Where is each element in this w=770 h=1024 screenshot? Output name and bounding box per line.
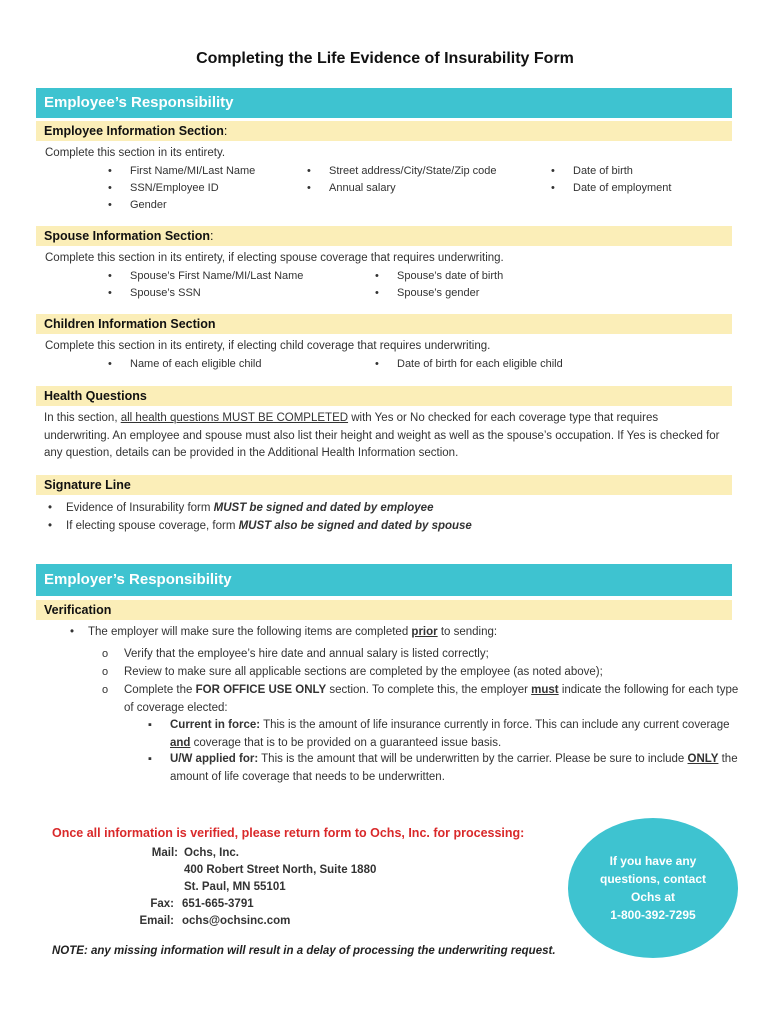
mail-line: 400 Robert Street North, Suite 1880 [184,864,377,876]
list-item: • SSN/Employee ID [108,180,219,197]
list-item: • First Name/MI/Last Name [108,163,255,180]
list-item: • Spouse’s First Name/MI/Last Name [108,268,303,285]
list-item: o Verify that the employee’s hire date and annual salary is listed correctly; [102,646,744,664]
email-address[interactable]: ochs@ochsinc.com [182,915,291,927]
employer-responsibility-band: Employer’s Responsibility [36,564,732,596]
fax-label: Fax: [150,898,174,910]
list-item: • Street address/City/State/Zip code [307,163,497,180]
list-item: ▪ Current in force: This is the amount of life insurance currently in force. This can include any current coverage and coverage that is to be provided on a guaranteed issue basis. [146,717,746,752]
signature-line-heading: Signature Line [36,475,732,495]
email-label: Email: [139,915,174,927]
contact-callout [568,818,738,958]
fax-number: 651-665-3791 [182,898,254,910]
list-item: o Complete the FOR OFFICE USE ONLY section. To complete this, the employer must indicate the following for each type of coverage elected: [102,682,744,717]
list-item: • Date of birth for each eligible child [375,356,563,373]
callout-phone: 1-800-392-7295 [610,908,696,922]
health-questions-paragraph: In this section, all health questions MUST BE COMPLETED with Yes or No checked for each coverage type that requires underwriting. An employee and spouse must also list their height and weight as well as the spouse’s occupation. If Yes is checked for any question, details can be provided in the Additional Health Information section. [44,412,720,459]
mail-line: St. Paul, MN 55101 [184,881,286,893]
list-item: • If electing spouse coverage, form MUST also be signed and dated by spouse [44,518,472,536]
return-heading: Once all information is verified, please return form to Ochs, Inc. for processing: [52,826,525,840]
employee-info-intro: Complete this section in its entirety. [45,147,226,159]
missing-info-note: NOTE: any missing information will result in a delay of processing the underwriting request. [52,945,556,957]
list-item: • Gender [108,197,167,214]
list-item: • Date of employment [551,180,671,197]
mail-line: Ochs, Inc. [184,847,239,859]
list-item: • Spouse’s date of birth [375,268,503,285]
verification-heading: Verification [36,600,732,620]
callout-text: If you have any questions, contact Ochs at [599,854,706,904]
spouse-info-intro: Complete this section in its entirety, if electing spouse coverage that requires underwriting. [45,252,504,264]
list-item: • The employer will make sure the following items are completed prior to sending: [66,624,497,642]
health-questions-heading: Health Questions [36,386,732,406]
list-item: • Date of birth [551,163,633,180]
list-item: • Spouse’s SSN [108,285,201,302]
spouse-info-heading: Spouse Information Section: [36,226,732,246]
employee-responsibility-band: Employee’s Responsibility [36,88,732,118]
mail-label: Mail: [151,847,178,859]
list-item: • Evidence of Insurability form MUST be signed and dated by employee [44,500,433,518]
children-info-intro: Complete this section in its entirety, if electing child coverage that requires underwriting. [45,340,491,352]
list-item: ▪ U/W applied for: This is the amount that will be underwritten by the carrier. Please be sure to include ONLY the amount of life coverage that needs to be underwritten. [146,751,746,786]
page-title: Completing the Life Evidence of Insurability Form [196,50,574,67]
list-item: • Name of each eligible child [108,356,261,373]
list-item: • Spouse’s gender [375,285,479,302]
employee-info-heading: Employee Information Section: [36,121,732,141]
list-item: o Review to make sure all applicable sections are completed by the employee (as noted above); [102,664,744,682]
children-info-heading: Children Information Section [36,314,732,334]
list-item: • Annual salary [307,180,396,197]
